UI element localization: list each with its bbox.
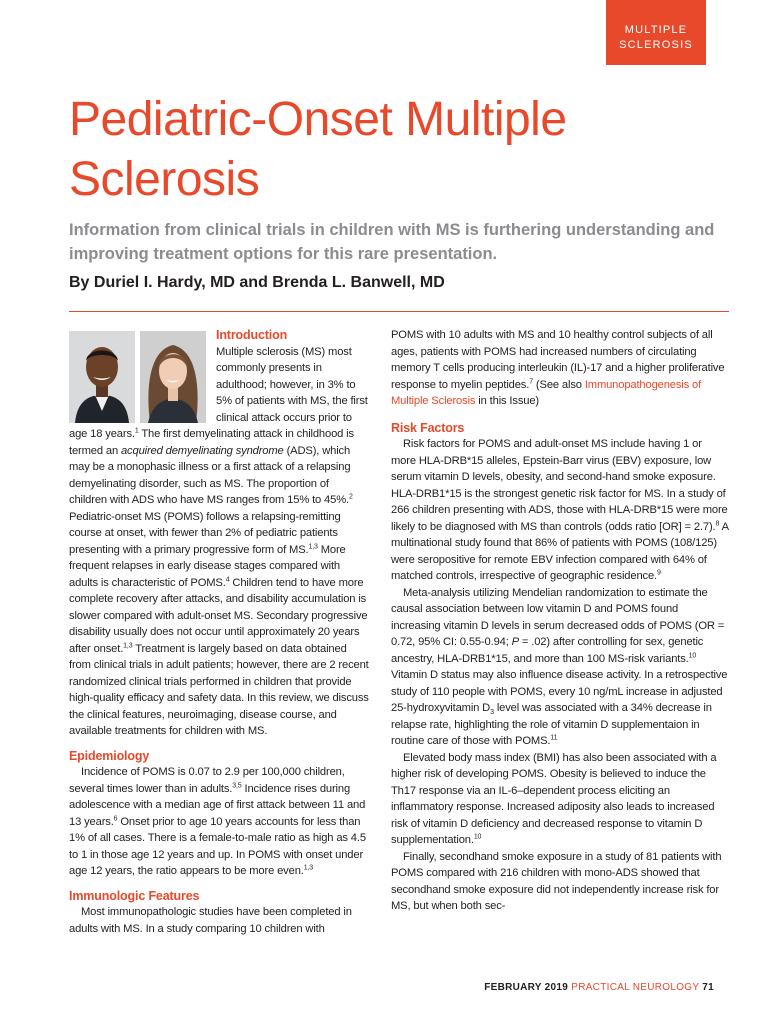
paragraph-epidemiology: Incidence of POMS is 0.07 to 2.9 per 100,000 children, several times lower than in adults.$^{3,5}$ Incidence rises during adolescence with a median age of first attack between 11 and 13 years.$^6$ Onset prior to age 10 years accounts for less than 1% of all cases. There is a female-to-male ratio as high as 4.5 to 1 in those age 12 years and up. In POMS with onset under age 12 years, the ratio appears to be more even.$^{1,3}$ xyxy=(69,766,366,877)
paragraph-risk-3: Elevated body mass index (BMI) has also been associated with a higher risk of developing POMS. Obesity is believed to induce the Th17 response via an IL-6–dependent process eliciting an inflammatory response. Increased adiposity also leads to increased risk of vitamin D deficiency and decreased response to vitamin D supplementation.$^{10}$ xyxy=(391,751,717,846)
heading-epidemiology: Epidemiology xyxy=(69,748,150,763)
section-tag-line1: MULTIPLE xyxy=(624,24,688,36)
paragraph-risk-4: Finally, secondhand smoke exposure in a study of 81 patients with POMS compared with 216 children with mono-ADS showed that secondhand smoke exposure did not independently increase risk for MS, but when both sec- xyxy=(391,850,722,912)
heading-risk-factors: Risk Factors xyxy=(391,420,465,435)
paragraph-immunologic: Most immunopathologic studies have been completed in adults with MS. In a study comparing 10 children with xyxy=(69,906,352,935)
column-left xyxy=(69,327,369,937)
header-divider xyxy=(69,311,729,312)
column-right xyxy=(391,327,729,915)
article-title: Pediatric-Onset Multiple Sclerosis xyxy=(69,93,567,206)
footer-date: FEBRUARY 2019 xyxy=(484,982,569,993)
paragraph-risk-1: Risk factors for POMS and adult-onset MS include having 1 or more HLA-DRB*15 alleles, Epstein-Barr virus (EBV) exposure, low serum vitamin D levels, obesity, and second-hand smoke exposure. HLA-DRB1*15 is the strongest genetic risk factor for MS. In a study of 266 children presenting with ADS, those with HLA-DRB*15 were more likely to be diagnosed with MS than controls (odds ratio [OR] = 2.7).$^8$ A multinational study found that 86% of patients with POMS (108/125) were seropositive for remote EBV infection compared with 64% of matched controls, irrespective of geographic residence.$^9$ xyxy=(391,438,729,582)
page-footer xyxy=(484,982,714,993)
footer-magazine: PRACTICAL NEUROLOGY xyxy=(571,982,700,993)
section-tag-line2: SCLEROSIS xyxy=(619,39,693,51)
paragraph-risk-2: Meta-analysis utilizing Mendelian randomization to estimate the causal association between low vitamin D and POMS found increasing vitamin D levels in serum decreased odds of POMS (OR = 0.72, 95% CI: 0.55-0.94; P = .02) after controlling for sex, genetic ancestry, HLA-DRB1*15, and more than 100 MS-risk variants.$^{10}$ Vitamin D status may also influence disease activity. In a retrospective study of 110 people with POMS, every 10 ng/mL increase in adjusted 25-hydroxyvitamin $D_3$ level was associated with a 34% decrease in relapse rate, highlighting the role of vitamin D supplementaion in routine care of those with POMS.$^{11}$ xyxy=(391,586,728,747)
author-photo-banwell xyxy=(140,331,206,423)
paragraph-introduction: Multiple sclerosis (MS) most commonly presents in adulthood; however, in 3% to 5% of patients with MS, the first clinical attack occurs prior to age 18 years.$^1$ The first demyelinating attack in childhood is termed an acquired demyelinating syndrome (ADS), which may be a monophasic illness or a first attack of a relapsing demyelinating disorder, such as MS. The proportion of children with ADS who have MS ranges from 15% to 45%.$^2$ Pediatric-onset MS (POMS) follows a relapsing-remitting course at onset, with fewer than 2% of pediatric patients presenting with a primary progressive form of MS.$^{1,3}$ More frequent relapses in early disease stages compared with adults is characteristic of POMS.$^4$ Children tend to have more complete recovery after attacks, and disability accumulation is slower compared with adult-onset MS. Secondary progressive disability usually does not occur until approximately 20 years after onset.$^{1,3}$ Treatment is largely based on data obtained from clinical trials in adult patients; however, there are 2 recent randomized clinical trials performed in children that provide high-quality efficacy and safety data. In this review, we discuss the clinical features, neuroimaging, disease course, and available treatments for children with MS. xyxy=(69,345,369,737)
link-immunopathogenesis[interactable]: Immunopathogenesis of Multiple Sclerosis xyxy=(391,378,702,407)
footer-page-number: 71 xyxy=(702,982,714,993)
author-photos xyxy=(69,331,210,423)
heading-immunologic-features: Immunologic Features xyxy=(69,888,200,903)
author-photo-hardy xyxy=(69,331,135,423)
heading-introduction: Introduction xyxy=(216,328,288,342)
section-tag xyxy=(606,0,706,65)
article-byline: By Duriel I. Hardy, MD and Brenda L. Banwell, MD xyxy=(69,274,445,291)
article-subtitle: Information from clinical trials in children with MS is furthering understanding and improving treatment options for this rare presentation. xyxy=(69,221,715,263)
paragraph-immunologic-cont: POMS with 10 adults with MS and 10 healthy control subjects of all ages, patients with POMS had increased numbers of circulating memory T cells producing interleukin (IL)-17 and a higher proliferative response to myelin peptides.$^7$ (See also Immunopathogenesis of Multiple Sclerosis in this Issue) xyxy=(391,329,725,407)
